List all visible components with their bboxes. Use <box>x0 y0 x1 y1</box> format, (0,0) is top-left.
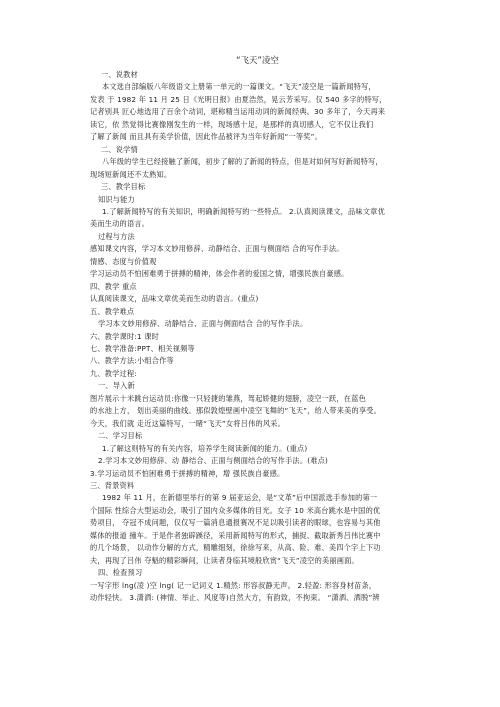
paragraph-line: 发表 于 1982 年 11 月 25 日《光明日报》由夏浩然，晃云芳采写。仅 540 多字的特写， <box>90 94 387 104</box>
paragraph-line: 势项目， 夺冠不成问题，仅仅写一篇消息通报赛况不足以吸引读者的眼球，也容易与其他 <box>90 518 381 528</box>
paragraph-line: 四、教学 重点 <box>90 281 137 291</box>
paragraph-line: 记者别具 匠心地选用了百余个动词，堪称精当运用动词的新闻经典。30 多年了，今天再来 <box>90 107 386 117</box>
paragraph-line: 1982 年 11 月，在新德里举行的第 9 届亚运会，是“文革”后中国派选手参加的第一 <box>102 493 378 503</box>
paragraph-line: 媒体的报道 撞车。于是作者独辟蹊径，采用新闻特写的形式，捕捉、截取新秀吕伟比赛中 <box>90 530 381 540</box>
paragraph-line: 一写字形 lng(凌 )空 lng( 记一记词义 1.精然: 形容叔静无声。 2.轻盈: 形容身材苗条， <box>90 580 377 590</box>
paragraph-line: 五、教学难点 <box>90 306 135 316</box>
paragraph-line: 动作轻快。 3.潇洒: (神情、举止、风度等)自然大方，有韵致，不拘束。 “潇洒、洒脱”辨 <box>90 593 380 603</box>
paragraph-line: 感知课文内容，学习本文妙用修辞、动静结合、正面与侧面结 合的写作手法。 <box>90 244 344 254</box>
section-heading: 知识与能力 <box>98 194 135 204</box>
paragraph-line: 现场短新闻还不太熟知。 <box>90 169 172 179</box>
paragraph-line: 八年级的学生已经接触了新闻，初步了解的了新闻的特点，但是对如何写好新闻特写， <box>102 157 383 167</box>
paragraph-line: 3.学习运动员不怕困难勇于拼搏的精神，增 强民族自豪感。 <box>90 468 285 478</box>
paragraph-line: 情感、态度与价值观 <box>90 256 157 266</box>
paragraph-line: 六、教学课时:1 课时 <box>90 331 159 341</box>
paragraph-line: 学习运动员不怕困难勇于拼搏的精神，体会作者的爱国之情，增强民族自豪感。 <box>90 269 349 279</box>
section-heading: 过程与方法 <box>98 231 135 241</box>
section-heading: 学习本文妙用修辞、动静结合、正面与侧面结合 合的写作手法。 <box>98 319 308 329</box>
paragraph-line: 1.了解这则特写的有关内容，培养学生阅读新闻的能力。(重点) <box>102 443 308 453</box>
paragraph-line: 七、教学准备:PPT、相关视频等 <box>90 343 195 353</box>
paragraph-line: 读它，依 然觉得比赛像刚发生的一样，现场感十足，是那样的真切感人，它不仅让我们 <box>90 119 374 129</box>
paragraph-line: 美而生动的语言。 <box>90 219 150 229</box>
paragraph-line: 三、背景资料 <box>90 480 135 490</box>
paragraph-line: 今天，我们就 走近这篇特写，一睹“飞天”女将吕伟的风采。 <box>90 418 286 428</box>
paragraph-line: 1.了解新闻特写的有关知识，明确新闻特写的一些特点。 2.认真阅读课文，品味文章优 <box>102 206 385 216</box>
paragraph-line: 的水池上方， 划出美丽的曲线。那似敦煌壁画中凌空飞舞的“飞天”，给人带来美的享受。 <box>90 406 382 416</box>
paragraph-line: 的几个场景， 以动作分解的方式，精雕细刻，徐徐写来，从高、险、难、美四个字上下功 <box>90 543 381 553</box>
section-heading: 一、导入新 <box>98 381 135 391</box>
paragraph-line: 八、教学方法:小组合作等 <box>90 356 174 366</box>
paragraph-line: 夫，再现了吕伟 夺魁的精彩瞬间，让读者身临其境般欣赏“飞天”凌空的美丽画面。 <box>90 555 359 565</box>
paragraph-line: 本文选自部编版八年级语文上册第一单元的一篇课文。“飞天”凌空是一篇新闻特写， <box>102 82 376 92</box>
paragraph-line: 九、教学过程: <box>90 368 137 378</box>
document-title: “飞天”凌空 <box>236 56 279 66</box>
section-heading: 二、学习目标 <box>98 431 143 441</box>
section-heading: 四、检查预习 <box>98 568 143 578</box>
section-heading: 二、说学情 <box>101 144 138 154</box>
document-body <box>90 69 425 604</box>
section-heading: 一、说教材 <box>101 70 138 79</box>
section-heading: 2.学习本文妙用修辞、动 静结合、正面与侧面结合的写作手法。(难点) <box>98 456 328 466</box>
section-heading: 三、教学目标 <box>101 182 146 192</box>
paragraph-line: 图片展示十米跳台运动员:你像一只轻捷的雏燕，驾起娇健的翅膀，凌空一跃，在蓝色 <box>90 393 366 403</box>
paragraph-line: 个国际 性综合大型运动会，吸引了国内众多媒体的目光。女子 10 米高台跳水是中国的优 <box>90 505 381 515</box>
paragraph-line: 认真阅读课文，品味文章优美而生动的语言。(重点) <box>90 294 259 304</box>
paragraph-line: 了解了新闻 而且具有美学价值，因此作品被评为当年好新闻“一等奖”。 <box>90 132 322 142</box>
